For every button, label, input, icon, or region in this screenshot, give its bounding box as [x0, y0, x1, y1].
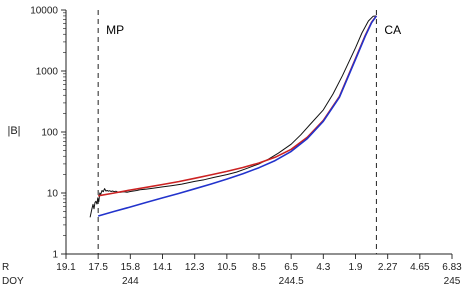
y-tick-label: 10 — [46, 188, 58, 200]
x-tick-label: 10.5 — [217, 262, 237, 273]
y-tick-label: 1000 — [35, 66, 58, 78]
event-label: MP — [106, 23, 125, 37]
x-tick-label: 244 — [121, 276, 139, 287]
series-line-1 — [90, 16, 376, 217]
x-tick-label: 8.5 — [252, 262, 266, 273]
x-tick-label: 2.27 — [377, 262, 398, 273]
x-tick-label: 6.5 — [284, 262, 299, 273]
series-line-3 — [98, 16, 376, 216]
x-tick-label: 1.9 — [348, 262, 363, 273]
series-line-2 — [98, 16, 376, 196]
x-tick-label: 244.5 — [278, 276, 304, 287]
x-tick-label: 245 — [443, 276, 461, 287]
y-tick-label: 10000 — [30, 5, 58, 17]
x-tick-label: 15.8 — [120, 262, 141, 273]
x-tick-label: 4.65 — [410, 262, 430, 273]
x-tick-label: 19.1 — [56, 262, 76, 273]
y-axis — [30, 6, 66, 261]
x-row-label: R — [2, 262, 10, 273]
x-row-label: DOY — [2, 276, 24, 287]
x-tick-label: 17.5 — [88, 262, 108, 273]
y-tick-label: 1 — [52, 249, 58, 261]
data-series — [90, 16, 376, 217]
event-label: CA — [384, 23, 402, 37]
x-tick-label: 14.1 — [152, 262, 173, 273]
y-axis-label: |B| — [7, 125, 21, 137]
y-tick-label: 100 — [41, 127, 58, 139]
x-tick-label: 4.3 — [316, 262, 331, 273]
plot-frame — [66, 10, 452, 254]
x-axis — [2, 254, 462, 287]
x-tick-label: 12.3 — [184, 262, 205, 273]
x-tick-label: 6.83 — [442, 262, 462, 273]
